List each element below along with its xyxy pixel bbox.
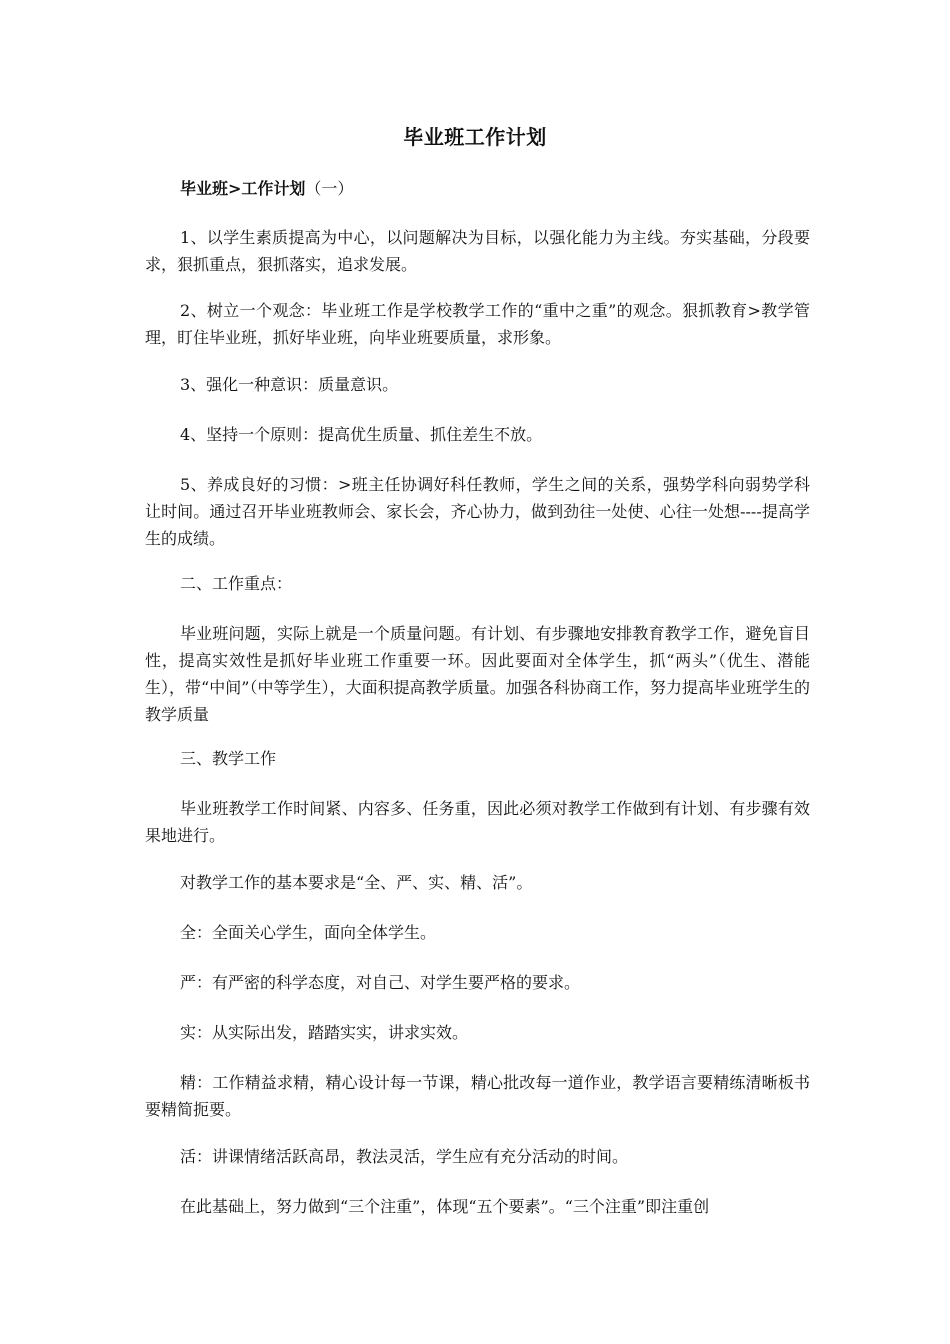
- paragraph-2: 2、树立一个观念：毕业班工作是学校教学工作的“重中之重”的观念。狠抓教育>教学管理，盯住毕业班，抓好毕业班，向毕业班要质量，求形象。: [145, 301, 810, 347]
- paragraph-3: 3、强化一种意识：质量意识。: [180, 375, 399, 394]
- paragraph-4: 4、坚持一个原则：提高优生质量、抓住差生不放。: [180, 425, 543, 444]
- paragraph-7: 毕业班教学工作时间紧、内容多、任务重，因此必须对教学工作做到有计划、有步骤有效果地进行。: [145, 799, 810, 845]
- paragraph-5: 5、养成良好的习惯：>班主任协调好科任教师，学生之间的关系，强势学科向弱势学科让时间。通过召开毕业班教师会、家长会，齐心协力，做到劲往一处使、心往一处想----提高学生的成绩。: [145, 475, 810, 548]
- document-title: 毕业班工作计划: [403, 125, 547, 149]
- paragraph-6: 毕业班问题，实际上就是一个质量问题。有计划、有步骤地安排教育教学工作，避免盲目性，提高实效性是抓好毕业班工作重要一环。因此要面对全体学生，抓“两头”（优生、潜能生），带“中间”（中等学生），大面积提高教学质量。加强各科协商工作，努力提高毕业班学生的教学质量: [145, 624, 810, 724]
- paragraph-9: 全：全面关心学生，面向全体学生。: [180, 923, 437, 942]
- paragraph-8: 对教学工作的基本要求是“全、严、实、精、活”。: [180, 873, 533, 892]
- paragraph-12: 精：工作精益求精，精心设计每一节课，精心批改每一道作业，教学语言要精练清晰板书要精简扼要。: [145, 1073, 810, 1119]
- paragraph-10: 严：有严密的科学态度，对自己、对学生要严格的要求。: [180, 973, 581, 992]
- subtitle-suffix-text: （一）: [305, 179, 354, 198]
- paragraph-1: 1、以学生素质提高为中心，以问题解决为目标，以强化能力为主线。夯实基础，分段要求，狠抓重点，狠抓落实，追求发展。: [145, 228, 810, 274]
- section-heading-2: 二、工作重点：: [180, 574, 293, 593]
- paragraph-14: 在此基础上，努力做到“三个注重”，体现“五个要素”。“三个注重”即注重创: [180, 1197, 710, 1216]
- section-heading-3: 三、教学工作: [180, 749, 277, 768]
- document-subtitle: [180, 176, 353, 199]
- paragraph-11: 实：从实际出发，踏踏实实，讲求实效。: [180, 1023, 469, 1042]
- subtitle-bold-text: 毕业班>工作计划: [180, 179, 306, 198]
- paragraph-13: 活：讲课情绪活跃高昂，教法灵活，学生应有充分活动的时间。: [180, 1147, 629, 1166]
